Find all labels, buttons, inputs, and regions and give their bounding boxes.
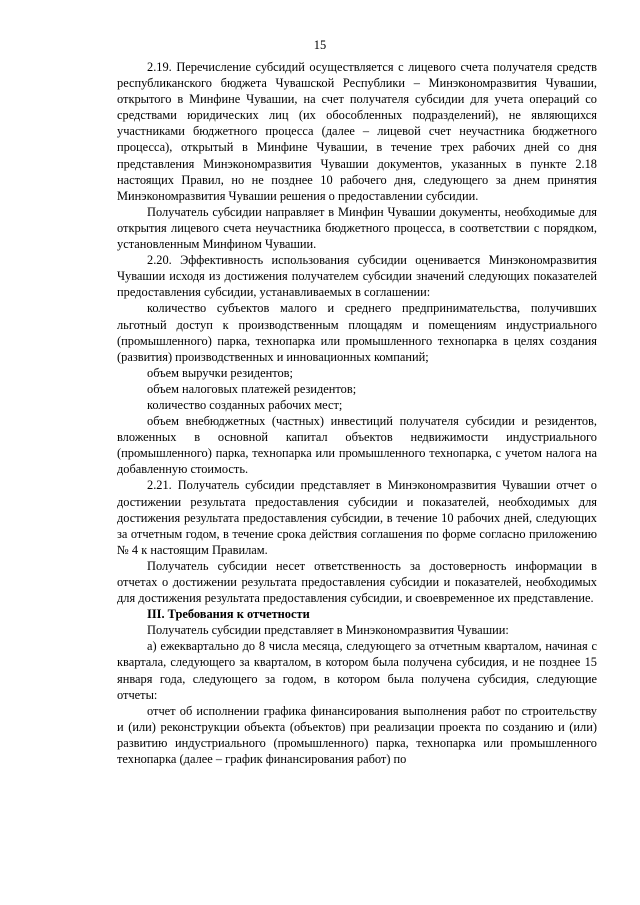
- paragraph-quarterly-reports: а) ежеквартально до 8 числа месяца, следующего за отчетным кварталом, начиная с квартала, следующего за кварталом, в котором была получена субсидия, и не позднее 15 января года, следующего за годом, в котором была получена субсидия, следующие отчеты:: [117, 639, 597, 702]
- section-heading-reporting: III. Требования к отчетности: [147, 607, 310, 622]
- indicator-sme-access: количество субъектов малого и среднего предпринимательства, получивших льготный доступ к производственным площадям и помещениям индустриального (промышленного) парка, технопарка или промышленного технопарка в целях создания (развития) производственных и инновационных компаний;: [117, 301, 597, 364]
- paragraph-reporting-intro: Получатель субсидии представляет в Минэкономразвития Чувашии:: [147, 623, 509, 638]
- indicator-investments: объем внебюджетных (частных) инвестиций получателя субсидии и резидентов, вложенных в основной капитал объектов недвижимости индустриального (промышленного) парка, технопарка или промышленного технопарка, с учетом налога на добавленную стоимость.: [117, 414, 597, 477]
- paragraph-2-19: 2.19. Перечисление субсидий осуществляется с лицевого счета получателя средств республиканского бюджета Чувашской Республики – Минэкономразвития Чувашии, открытого в Минфине Чувашии, на счет получателя субсидии для учета операций со средствами юридических лиц (их обособленных подразделений), не являющихся участниками бюджетного процесса (далее – лицевой счет неучастника бюджетного процесса), открытый в Минфине Чувашии, в течение трех рабочих дней со дня представления Минэкономразвития Чувашии документов, указанных в пункте 2.18 настоящих Правил, но не позднее 10 рабочего дня, следующего за днем принятия Минэкономразвития Чувашии решения о предоставлении субсидии.: [117, 60, 597, 203]
- indicator-tax-payments: объем налоговых платежей резидентов;: [147, 381, 357, 396]
- paragraph-2-20: 2.20. Эффективность использования субсидии оценивается Минэкономразвития Чувашии исходя из достижения получателем субсидии значений следующих показателей предоставления субсидии, устанавливаемых в соглашении:: [117, 253, 597, 300]
- page-number: 15: [313, 38, 327, 52]
- paragraph-financing-schedule-report: отчет об исполнении графика финансирования выполнения работ по строительству и (или) реконструкции объекта (объектов) при реализации проекта по созданию и (или) развитию индустриального (промышленного) парка, технопарка или промышленного технопарка (далее – график финансирования работ) по: [117, 703, 597, 767]
- indicator-jobs: количество созданных рабочих мест;: [147, 397, 343, 412]
- paragraph-account-opening: Получатель субсидии направляет в Минфин Чувашии документы, необходимые для открытия лицевого счета неучастника бюджетного процесса, в соответствии с порядком, установленным Минфином Чувашии.: [117, 204, 597, 252]
- indicator-revenue: объем выручки резидентов;: [147, 365, 293, 380]
- document-body: [117, 59, 597, 767]
- paragraph-responsibility: Получатель субсидии несет ответственность за достоверность информации в отчетах о достижении результата предоставления субсидии и показателей, необходимых для достижения результата предоставления субсидии, и своевременное их представление.: [117, 558, 597, 606]
- paragraph-2-21: 2.21. Получатель субсидии представляет в Минэкономразвития Чувашии отчет о достижении результата предоставления субсидии и показателей, необходимых для достижения результата предоставления субсидии, в течение 10 рабочих дней, следующих за отчетным годом, в течение срока действия соглашения по форме согласно приложению № 4 к настоящим Правилам.: [117, 478, 597, 557]
